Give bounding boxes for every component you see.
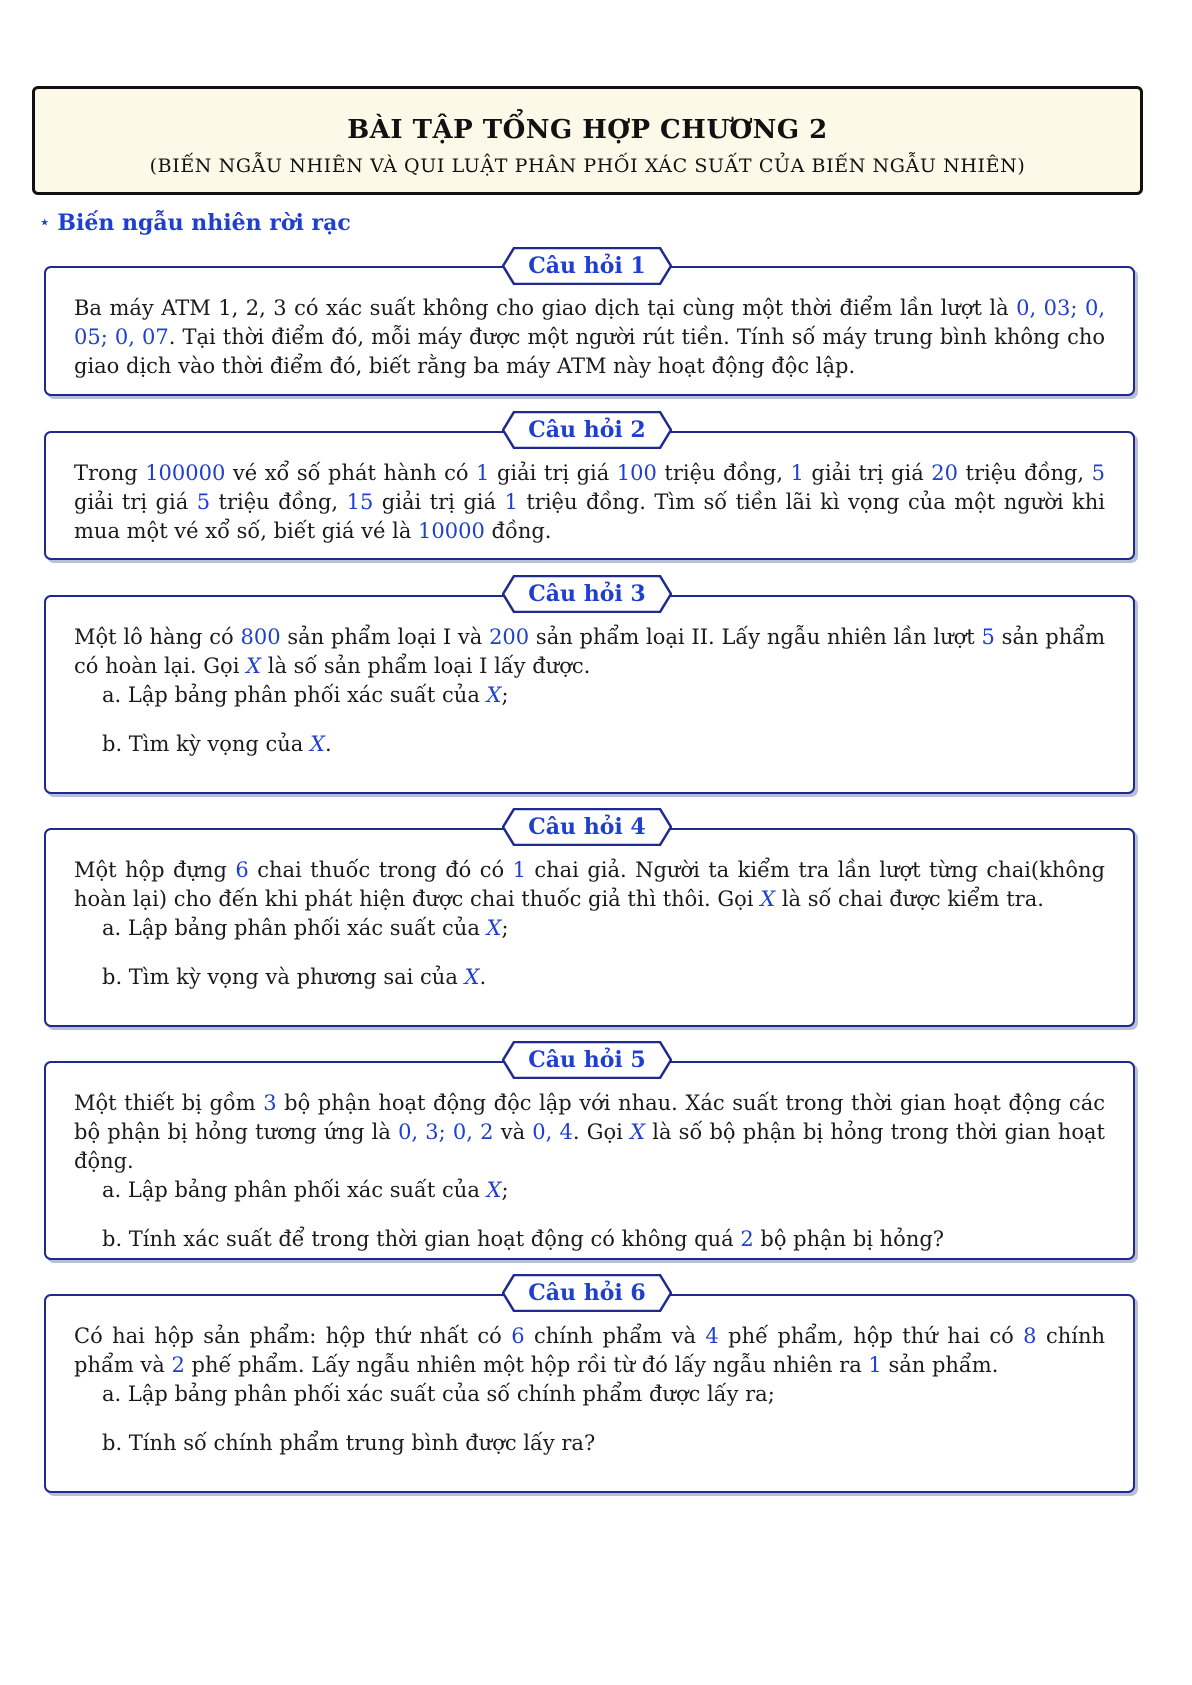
question-tag-5: Câu hỏi 5 <box>502 1041 672 1079</box>
section-title: Biến ngẫu nhiên rời rạc <box>57 210 351 236</box>
sub-question-a: a. Lập bảng phân phối xác suất của X; <box>102 683 509 707</box>
title-box <box>32 86 1143 195</box>
question-box-6 <box>44 1294 1135 1493</box>
question-text: Trong 100000 vé xổ số phát hành có 1 giải trị giá 100 triệu đồng, 1 giải trị giá 20 triệu đồng, 5 giải trị giá 5 triệu đồng, 15 giải trị giá 1 triệu đồng. Tìm số tiền lãi kì vọng của một người khi mua một vé xổ số, biết giá vé là 10000 đồng. <box>74 461 1105 543</box>
sub-question-b: b. Tính xác suất để trong thời gian hoạt động có không quá 2 bộ phận bị hỏng? <box>102 1227 945 1251</box>
question-box-5 <box>44 1061 1135 1260</box>
question-text: Một lô hàng có 800 sản phẩm loại I và 200 sản phẩm loại II. Lấy ngẫu nhiên lần lượt 5 sản phẩm có hoàn lại. Gọi X là số sản phẩm loại I lấy được. <box>74 625 1106 678</box>
question-box-4 <box>44 828 1135 1027</box>
question-text: Có hai hộp sản phẩm: hộp thứ nhất có 6 chính phẩm và 4 phế phẩm, hộp thứ hai có 8 chính phẩm và 2 phế phẩm. Lấy ngẫu nhiên một hộp rồi từ đó lấy ngẫu nhiên ra 1 sản phẩm. <box>74 1324 1106 1377</box>
question-box-1 <box>44 266 1135 396</box>
page-title: BÀI TẬP TỔNG HỢP CHƯƠNG 2 <box>347 115 828 145</box>
question-box-3 <box>44 595 1135 794</box>
question-text: Một thiết bị gồm 3 bộ phận hoạt động độc lập với nhau. Xác suất trong thời gian hoạt động các bộ phận bị hỏng tương ứng là 0, 3; 0, 2 và 0, 4. Gọi X là số bộ phận bị hỏng trong thời gian hoạt động. <box>74 1091 1105 1173</box>
sub-question-a: a. Lập bảng phân phối xác suất của số chính phẩm được lấy ra; <box>102 1382 775 1406</box>
section-heading <box>40 210 351 236</box>
question-text: Một hộp đựng 6 chai thuốc trong đó có 1 chai giả. Người ta kiểm tra lần lượt từng chai(không hoàn lại) cho đến khi phát hiện được chai thuốc giả thì thôi. Gọi X là số chai được kiểm tra. <box>74 858 1105 911</box>
question-tag-1: Câu hỏi 1 <box>502 247 672 285</box>
star-icon: ⋆ <box>40 213 50 231</box>
question-tag-6: Câu hỏi 6 <box>502 1274 672 1312</box>
sub-question-a: a. Lập bảng phân phối xác suất của X; <box>102 916 509 940</box>
question-tag-3: Câu hỏi 3 <box>502 575 672 613</box>
question-tag-2: Câu hỏi 2 <box>502 411 672 449</box>
sub-question-b: b. Tính số chính phẩm trung bình được lấy ra? <box>102 1431 596 1455</box>
sub-question-b: b. Tìm kỳ vọng của X. <box>102 732 332 756</box>
question-tag-4: Câu hỏi 4 <box>502 808 672 846</box>
question-box-2 <box>44 431 1135 560</box>
question-text: Ba máy ATM 1, 2, 3 có xác suất không cho giao dịch tại cùng một thời điểm lần lượt là 0, 03; 0, 05; 0, 07. Tại thời điểm đó, mỗi máy được một người rút tiền. Tính số máy trung bình không cho giao dịch vào thời điểm đó, biết rằng ba máy ATM này hoạt động độc lập. <box>74 296 1106 378</box>
sub-question-a: a. Lập bảng phân phối xác suất của X; <box>102 1178 509 1202</box>
page-subtitle: (BIẾN NGẪU NHIÊN VÀ QUI LUẬT PHÂN PHỐI XÁC SUẤT CỦA BIẾN NGẪU NHIÊN) <box>149 155 1026 177</box>
sub-question-b: b. Tìm kỳ vọng và phương sai của X. <box>102 965 487 989</box>
